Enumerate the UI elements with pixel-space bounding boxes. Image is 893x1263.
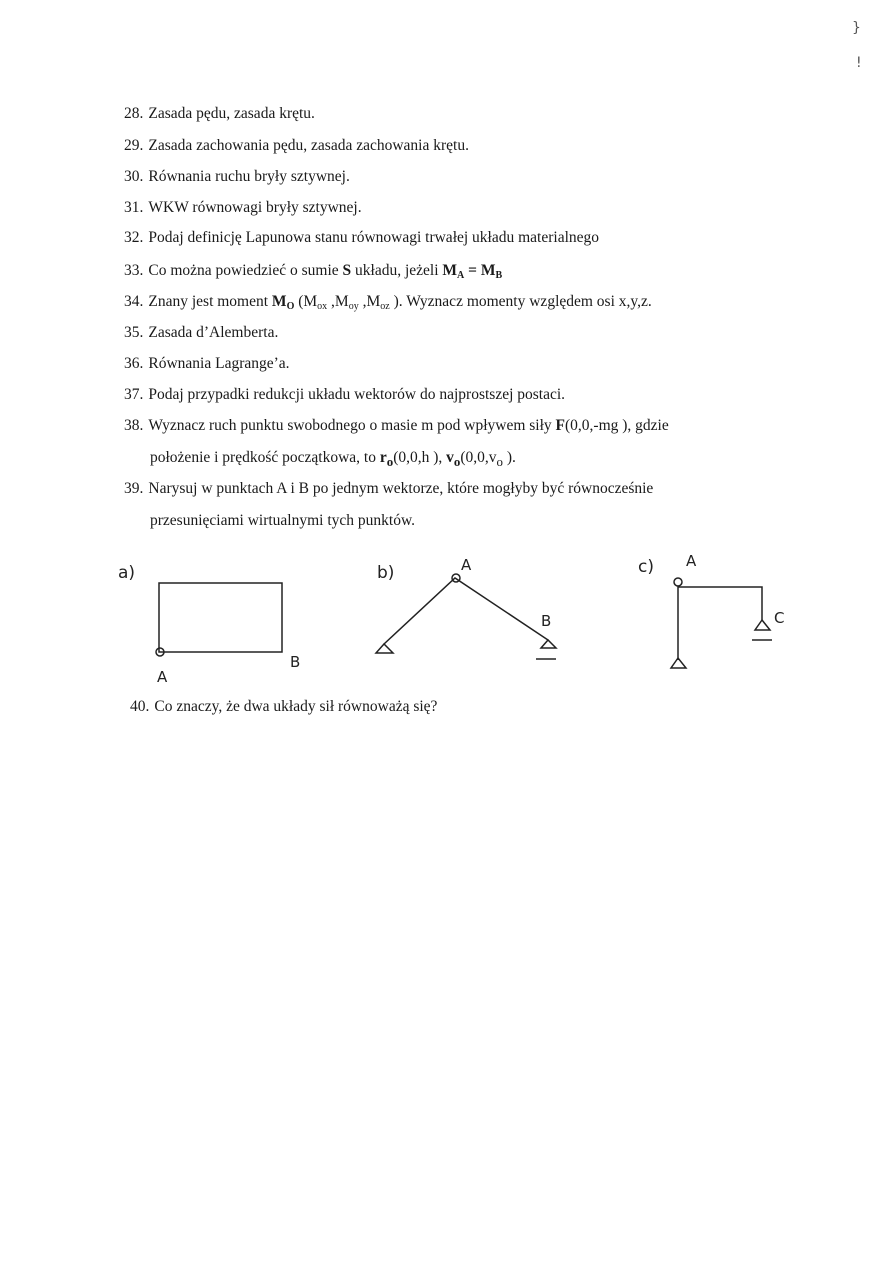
- diagram-a-label: a): [118, 563, 136, 583]
- diagram-c-point-C: C: [774, 609, 785, 627]
- diagram-c: [638, 552, 784, 668]
- diagram-b-point-B: B: [541, 612, 552, 630]
- diagram-b: [376, 556, 556, 659]
- question-36: 36. Równania Lagrange’a.: [124, 355, 290, 372]
- question-38: 38. Wyznacz ruch punktu swobodnego o masie m pod wpływem siły F(0,0,-mg ), gdzie: [124, 417, 669, 434]
- question-31: 31. WKW równowagi bryły sztywnej.: [124, 199, 362, 216]
- diagram-a: [118, 563, 300, 686]
- diagram-a-frame: [159, 583, 282, 652]
- diagram-c-label: c): [638, 557, 654, 577]
- question-38-continuation: położenie i prędkość początkowa, to $r_o(0,0,h$ ), $v_o(0,0,v_o$ ).: [150, 449, 516, 470]
- question-29: 29. Zasada zachowania pędu, zasada zachowania krętu.: [124, 137, 469, 154]
- diagram-c-support-C: [755, 620, 770, 630]
- question-33: 33. Co można powiedzieć o sumie S układu, jeżeli $M_A = M_B$: [124, 262, 503, 281]
- question-39-continuation: przesunięciami wirtualnymi tych punktów.: [150, 512, 416, 529]
- question-40: 40. Co znaczy, że dwa układy sił równoważą się?: [130, 698, 438, 715]
- question-32: 32. Podaj definicję Lapunowa stanu równowagi trwałej układu materialnego: [124, 229, 600, 246]
- question-34: 34. Znany jest moment $M_O$ ($M_{ox}$ $,M_{oy}$ $,M_{oz}$ ). Wyznacz momenty względem osi x,y,z.: [124, 293, 652, 312]
- question-35: 35. Zasada d’Alemberta.: [124, 324, 279, 341]
- question-28: 28. Zasada pędu, zasada krętu.: [124, 105, 315, 122]
- diagram-b-label: b): [377, 563, 395, 583]
- diagram-b-support-left: [376, 644, 393, 653]
- diagram-b-point-A: A: [461, 556, 472, 574]
- diagram-c-frame: [678, 587, 762, 660]
- corner-mark-2: !: [856, 55, 862, 71]
- diagram-b-bars: [384, 578, 548, 644]
- question-39: 39. Narysuj w punktach A i B po jednym wektorze, które mogłyby być równocześnie: [124, 480, 654, 497]
- diagram-b-support-right: [541, 640, 556, 648]
- question-30: 30. Równania ruchu bryły sztywnej.: [124, 168, 350, 185]
- corner-mark-1: }: [852, 20, 861, 36]
- diagram-c-hinge-A: [674, 578, 682, 586]
- diagram-c-support-bottom: [671, 658, 686, 668]
- diagram-a-point-B: B: [290, 653, 301, 671]
- diagram-c-point-A: A: [686, 552, 697, 570]
- question-37: 37. Podaj przypadki redukcji układu wektorów do najprostszej postaci.: [124, 386, 566, 403]
- diagram-a-point-A: A: [157, 668, 168, 686]
